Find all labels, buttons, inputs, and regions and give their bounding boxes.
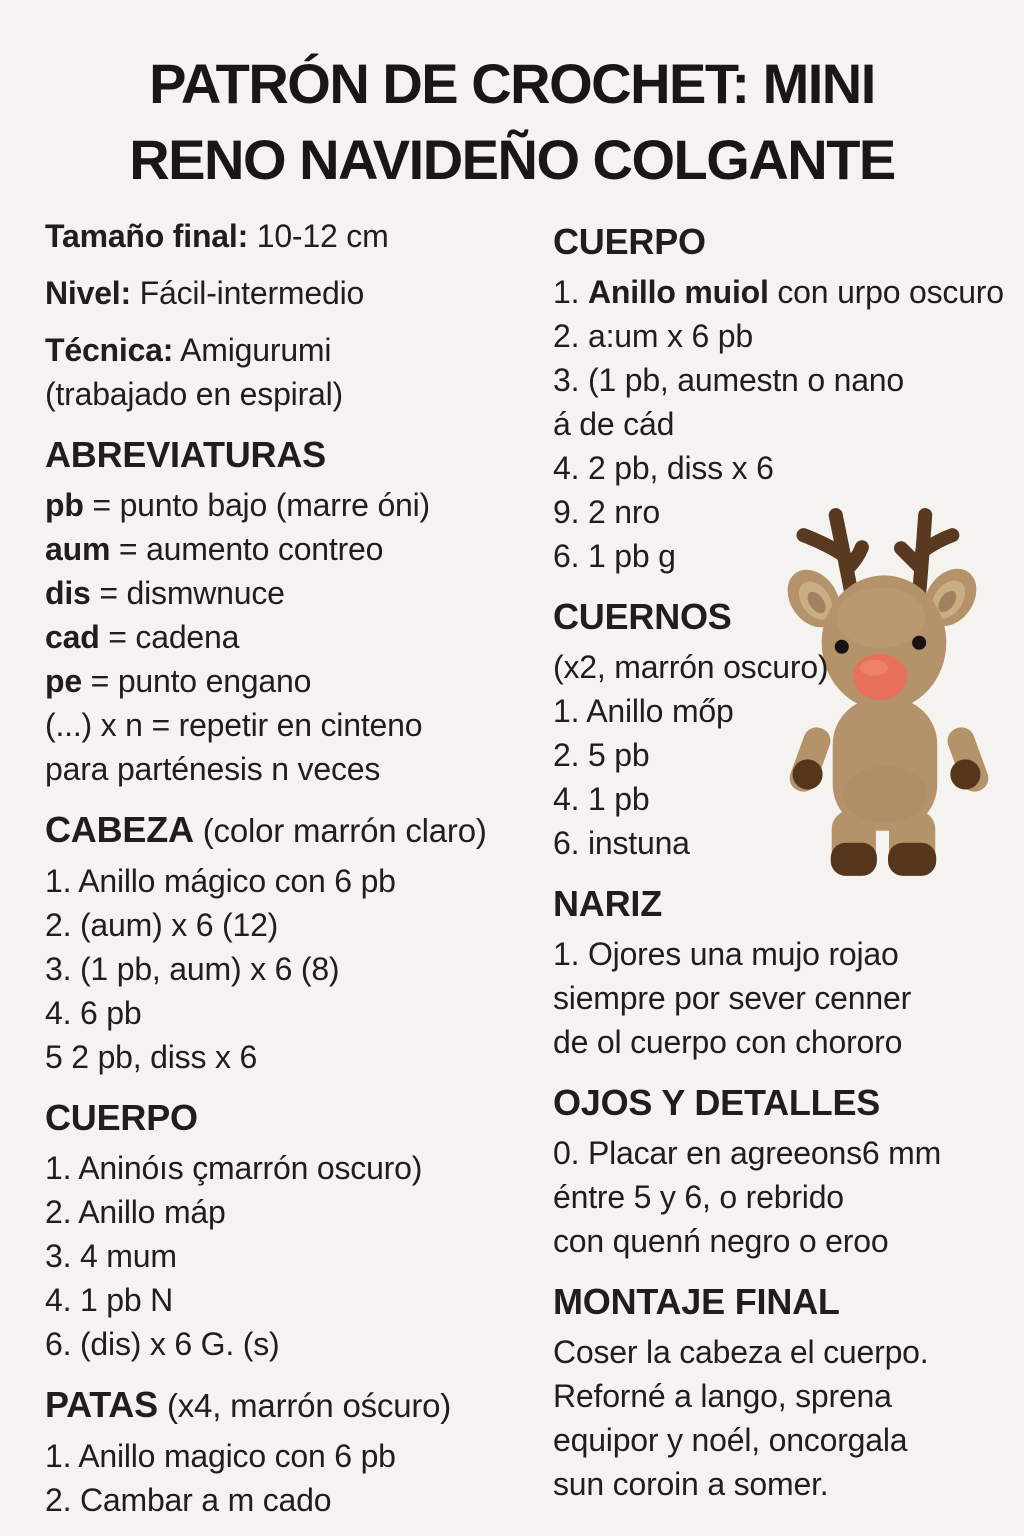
page-title-line2: RENO NAVIDEÑO COLGANTE (129, 128, 895, 191)
text-line (553, 1462, 1014, 1506)
text-span: Nivel: (45, 275, 131, 311)
text-line (553, 1418, 1014, 1462)
text-line (553, 1219, 1014, 1263)
text-span: 9. 2 nro (553, 494, 660, 530)
text-span: 4. 1 pb N (45, 1282, 174, 1318)
text-span: 2. 5 pb (553, 737, 650, 773)
text-span: pe (45, 663, 82, 699)
text-span: á de cád (553, 406, 675, 442)
text-line (45, 1146, 513, 1190)
text-span: 2. a:um x 6 pb (553, 318, 753, 354)
text-line (553, 1330, 1014, 1374)
text-span: 5 2 pb, diss x 6 (45, 1039, 258, 1075)
text-span: 2. Cambar a m cado (45, 1482, 332, 1518)
section-heading (45, 1381, 513, 1429)
text-line (553, 1131, 1014, 1175)
text-span: sun coroin a somer. (553, 1466, 829, 1502)
text-span: de ol cuerpo con chororo (553, 1024, 903, 1060)
text-span: Anillo muiol (587, 274, 769, 310)
text-line (45, 615, 513, 659)
section-heading (45, 1094, 513, 1141)
left-column (45, 214, 513, 1522)
text-span: pb (45, 487, 84, 523)
text-line (553, 1020, 1014, 1064)
text-span: equipor y noél, oncorgala (553, 1422, 908, 1458)
text-line (553, 777, 1014, 821)
text-span: 1. (553, 274, 588, 310)
text-span: 4. 1 pb (553, 781, 650, 817)
section-heading (553, 593, 1014, 640)
text-span: 2. Anillo máp (45, 1194, 226, 1230)
text-line (45, 271, 513, 315)
text-line (553, 976, 1014, 1020)
text-line (45, 947, 513, 991)
text-span: CUERPO (553, 221, 706, 262)
text-span: Tamaño final: (45, 218, 249, 254)
text-span: Fácil-intermedio (130, 275, 365, 311)
text-line (553, 402, 1014, 446)
text-span: Coser la cabeza el cuerpo. (553, 1334, 929, 1370)
text-line (553, 358, 1014, 402)
text-span: dis (45, 575, 91, 611)
page-title-line1: PATRÓN DE CROCHET: MINI (149, 52, 875, 115)
text-span: 1. Anillo mőp (553, 693, 734, 729)
text-line (45, 1478, 513, 1522)
text-line (45, 1278, 513, 1322)
text-span: (trabajado en espiral) (45, 376, 343, 412)
text-span: aum (45, 531, 111, 567)
text-line (45, 527, 513, 571)
text-span: cad (45, 619, 100, 655)
text-line (553, 932, 1014, 976)
section-heading (553, 1278, 1014, 1325)
text-line (45, 859, 513, 903)
text-line (553, 821, 1014, 865)
text-span: 6. instuna (553, 825, 690, 861)
content-columns (0, 198, 1024, 1522)
text-span: NARIZ (553, 883, 662, 924)
text-line (553, 490, 1014, 534)
text-span: (x4, marrón oścuro) (158, 1387, 452, 1424)
text-span: (x2, marrón oscuro) (553, 649, 829, 685)
text-line (45, 747, 513, 791)
text-line (553, 733, 1014, 777)
text-line (45, 1434, 513, 1478)
text-span: CUERNOS (553, 596, 732, 637)
text-line (45, 214, 513, 258)
text-line (553, 645, 1014, 689)
text-span: 0. Placar en agreeons6 mm (553, 1135, 942, 1171)
text-line (553, 1374, 1014, 1418)
page-title (0, 0, 1024, 198)
text-span: 6. (dis) x 6 G. (s) (45, 1326, 280, 1362)
text-span: = aumento contreo (110, 531, 384, 567)
text-span: con urpo oscuro (768, 274, 1004, 310)
text-span: MONTAJE FINAL (553, 1281, 840, 1322)
text-span: 1. Ojores una mujo rojao (553, 936, 899, 972)
section-heading (45, 431, 513, 478)
text-line (553, 689, 1014, 733)
text-span: 3. 4 mum (45, 1238, 177, 1274)
text-span: 3. (1 pb, aum) x 6 (8) (45, 951, 340, 987)
section-heading (553, 1079, 1014, 1126)
section-heading (45, 806, 513, 854)
text-span: = dismwnuce (90, 575, 285, 611)
text-span: = punto engano (81, 663, 312, 699)
text-span: 1. Anillo mágico con 6 pb (45, 863, 396, 899)
text-span: 3. (1 pb, aumestn o nano (553, 362, 904, 398)
text-span: 4. 6 pb (45, 995, 142, 1031)
text-span: 2. (aum) x 6 (12) (45, 907, 279, 943)
text-line (553, 534, 1014, 578)
text-span: CABEZA (45, 809, 194, 850)
section-heading (553, 218, 1014, 265)
text-span: siempre por sever cenner (553, 980, 912, 1016)
text-span: (...) x n = repetir en cinteno (45, 707, 423, 743)
text-span: Técnica: (45, 332, 174, 368)
section-heading (553, 880, 1014, 927)
text-line (45, 703, 513, 747)
text-span: = cadena (99, 619, 240, 655)
right-column (553, 214, 1014, 1522)
text-span: 10-12 cm (248, 218, 389, 254)
text-span: 4. 2 pb, diss x 6 (553, 450, 774, 486)
text-span: Amigurumi (173, 332, 332, 368)
text-span: ABREVIATURAS (45, 434, 326, 475)
text-span: 1. Aninóıs çmarrón oscuro) (45, 1150, 423, 1186)
text-line (45, 571, 513, 615)
text-line (553, 270, 1014, 314)
text-span: Reforné a lango, sprena (553, 1378, 892, 1414)
text-line (45, 1190, 513, 1234)
text-line (45, 328, 513, 372)
text-span: PATAS (45, 1384, 158, 1425)
text-span: OJOS Y DETALLES (553, 1082, 881, 1123)
text-span: con quenń negro o eroo (553, 1223, 889, 1259)
text-line (553, 1175, 1014, 1219)
text-line (553, 446, 1014, 490)
text-line (45, 659, 513, 703)
text-line (45, 1234, 513, 1278)
text-line (45, 903, 513, 947)
text-span: (color marrón claro) (193, 812, 487, 849)
text-line (45, 991, 513, 1035)
text-line (45, 483, 513, 527)
text-span: CUERPO (45, 1097, 198, 1138)
text-span: = punto bajo (marre óni) (83, 487, 431, 523)
text-line (45, 372, 513, 416)
text-span: éntre 5 y 6, o rebrido (553, 1179, 844, 1215)
text-span: 1. Anillo magico con 6 pb (45, 1438, 396, 1474)
text-span: para parténesis n veces (45, 751, 381, 787)
text-line (45, 1035, 513, 1079)
text-line (45, 1322, 513, 1366)
text-span: 6. 1 pb g (553, 538, 676, 574)
text-line (553, 314, 1014, 358)
